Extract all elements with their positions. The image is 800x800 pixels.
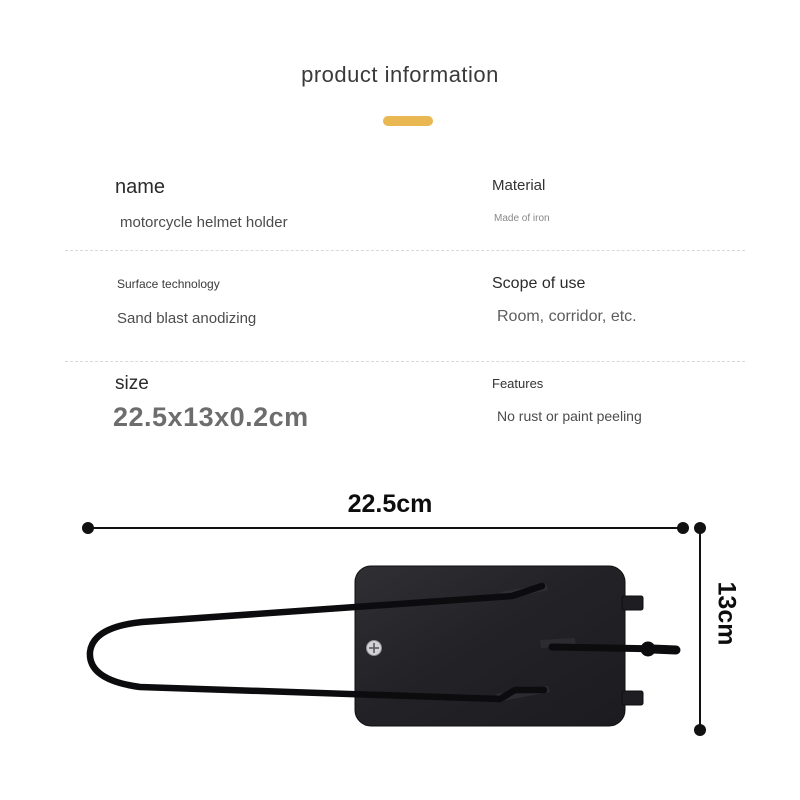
page-title: product information <box>301 62 499 87</box>
dashed-divider <box>65 361 745 362</box>
spec-label: size <box>115 373 149 394</box>
spec-value: No rust or paint peeling <box>497 408 642 424</box>
product-dimension-diagram <box>0 480 800 800</box>
spec-value: Room, corridor, etc. <box>497 308 637 325</box>
helmet-holder-illustration <box>0 480 800 800</box>
spec-material <box>492 177 550 224</box>
height-dimension-line <box>694 522 706 736</box>
spec-label: Surface technology <box>117 277 220 291</box>
spec-name <box>115 176 288 231</box>
spec-value: Made of iron <box>494 213 550 224</box>
title-accent-bar <box>383 116 433 126</box>
spec-surface-technology <box>117 277 256 327</box>
spec-label: name <box>115 176 166 198</box>
spec-scope-of-use <box>492 275 637 326</box>
spec-value: motorcycle helmet holder <box>120 214 288 231</box>
spec-label: Features <box>492 376 544 391</box>
spec-features <box>492 376 642 424</box>
height-dimension-label: 13cm <box>712 581 741 646</box>
spec-value: Sand blast anodizing <box>117 310 257 327</box>
width-dimension-line <box>82 522 689 534</box>
screw-icon <box>367 641 382 656</box>
plate-tab-top <box>622 596 643 610</box>
spec-value: 22.5x13x0.2cm <box>113 402 309 432</box>
spec-size <box>115 373 309 433</box>
dashed-divider <box>65 250 745 251</box>
spec-label: Material <box>492 177 546 194</box>
plate-tab-bottom <box>622 691 643 705</box>
spec-label: Scope of use <box>492 275 586 292</box>
width-dimension-label: 22.5cm <box>347 490 433 518</box>
